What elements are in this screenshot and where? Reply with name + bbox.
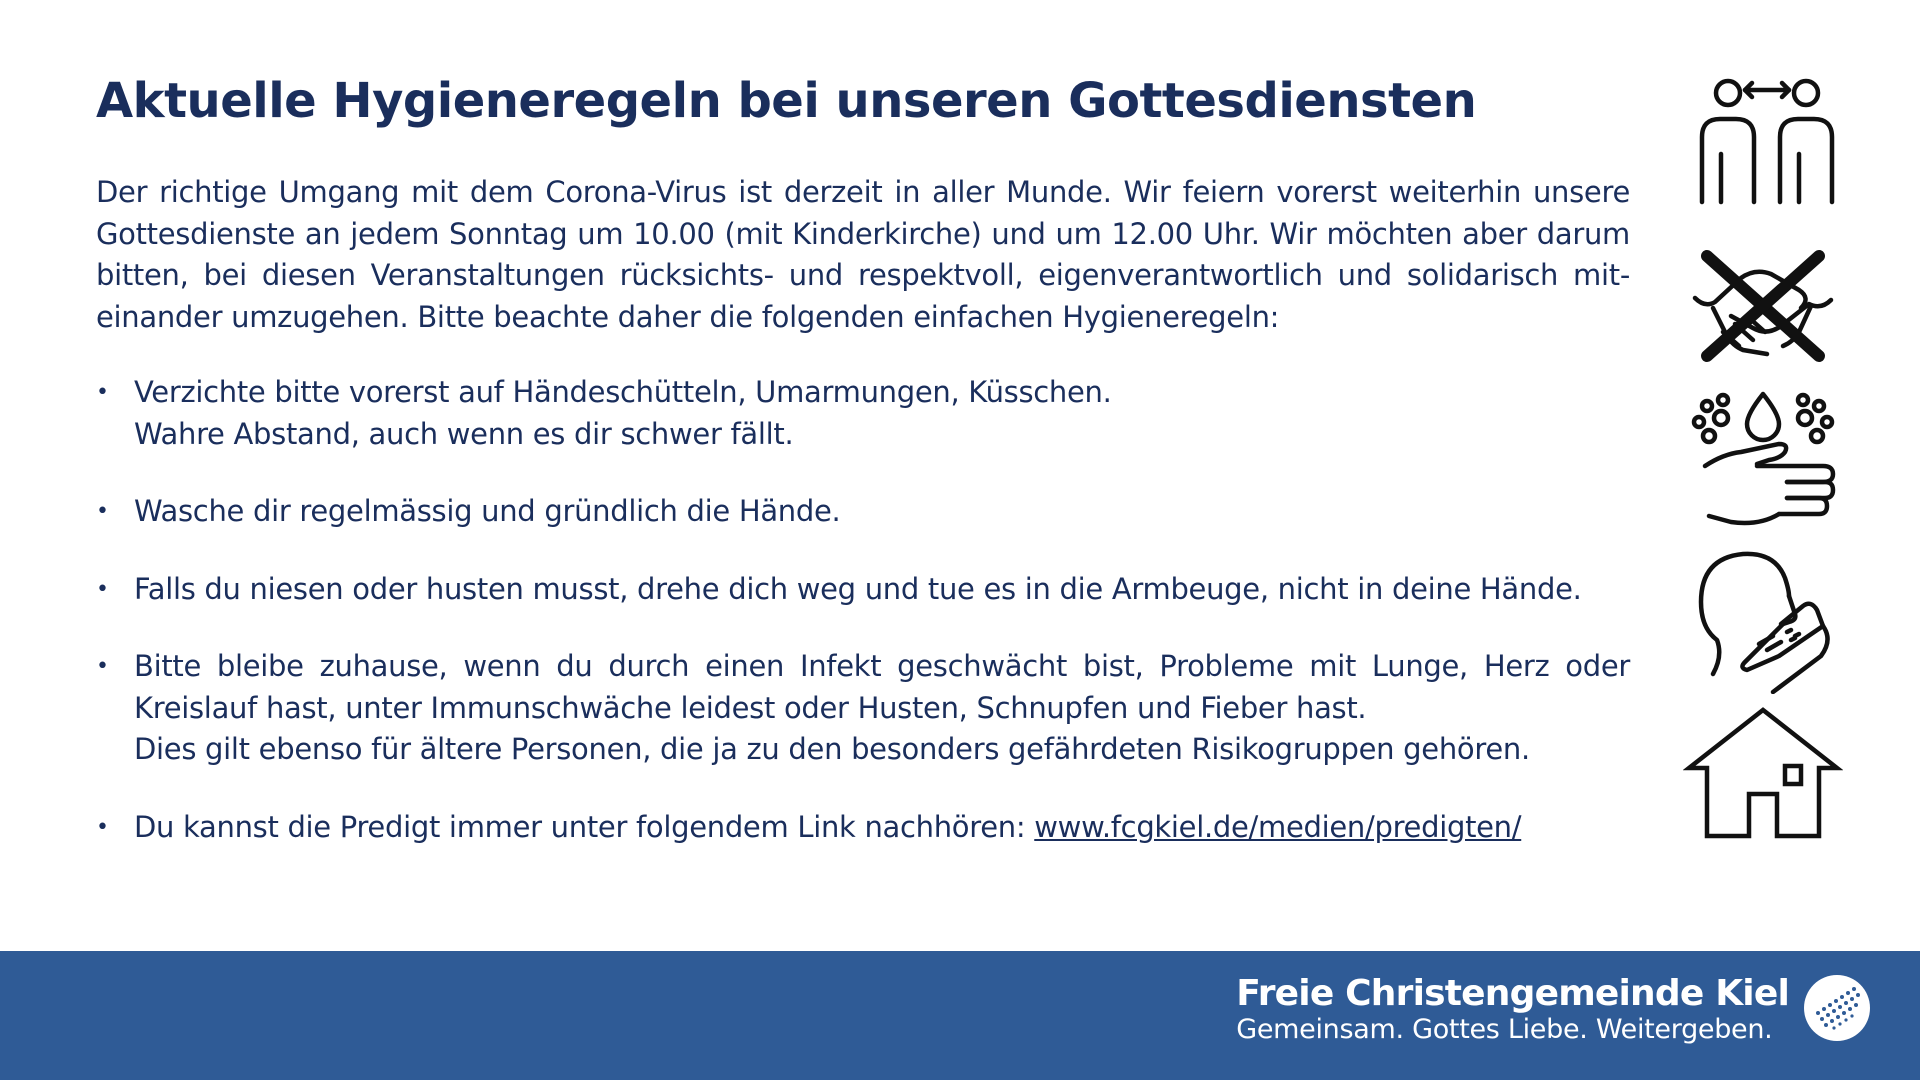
bullet: • bbox=[96, 380, 109, 406]
rule-line: Falls du niesen oder husten musst, drehe dich weg und tue es in die Armbeuge, nicht in deine Hände. bbox=[134, 571, 1582, 606]
bullet: • bbox=[96, 654, 109, 680]
bullet: • bbox=[96, 814, 109, 840]
brand-block bbox=[1236, 973, 1789, 1045]
rule-line: Bitte bleibe zuhause, wenn du durch einen Infekt geschwächt bist, Probleme mit Lunge, Herz oder Kreislauf hast, unter Immunschwäche leidest oder Husten, Schnupfen und Fieber hast. bbox=[134, 649, 1630, 725]
rule-item-sneeze bbox=[96, 569, 1630, 611]
rule-item-wash-hands bbox=[96, 491, 1630, 533]
brand-name: Freie Christengemeinde Kiel bbox=[1236, 973, 1789, 1014]
church-logo-icon bbox=[1804, 975, 1870, 1041]
main-content bbox=[96, 70, 1630, 884]
stay-home-icon bbox=[1683, 702, 1843, 852]
bullet: • bbox=[96, 576, 109, 602]
bullet: • bbox=[96, 499, 109, 525]
brand-tagline: Gemeinsam. Gottes Liebe. Weitergeben. bbox=[1236, 1014, 1773, 1046]
distance-icon bbox=[1683, 70, 1843, 220]
rule-line: Wahre Abstand, auch wenn es dir schwer fällt. bbox=[134, 416, 794, 451]
cough-into-elbow-icon bbox=[1683, 544, 1843, 694]
intro-paragraph: Der richtige Umgang mit dem Corona-Virus ist derzeit in aller Munde. Wir feiern vorerst weiterhin unsere Gottesdienste an jedem Sonntag um 10.00 (mit Kinderkirche) und um 12.00 Uhr. Wir möchten aber darum bitten, bei diesen Veranstaltungen rücksichts- und respektvoll, eigenverantwortlich und solidarisch mit-einander umzugehen. Bitte beachte daher die folgenden einfachen Hygieneregeln: bbox=[96, 175, 1630, 334]
rules-list bbox=[96, 372, 1630, 848]
footer-bar bbox=[0, 951, 1920, 1080]
rule-line: Dies gilt ebenso für ältere Personen, die ja zu den besonders gefährdeten Risikogruppen gehören. bbox=[134, 732, 1530, 767]
page-title: Aktuelle Hygieneregeln bei unseren Gottesdiensten bbox=[96, 73, 1477, 129]
icon-column bbox=[1683, 70, 1843, 860]
hand-washing-icon bbox=[1683, 386, 1843, 536]
rule-line: Wasche dir regelmässig und gründlich die Hände. bbox=[134, 494, 841, 529]
rule-item-stay-home bbox=[96, 646, 1630, 771]
rule-line: Verzichte bitte vorerst auf Händeschütteln, Umarmungen, Küsschen. bbox=[134, 375, 1112, 410]
rule-item-greeting bbox=[96, 372, 1630, 455]
no-handshake-icon bbox=[1683, 228, 1843, 378]
predigten-link[interactable]: www.fcgkiel.de/medien/predigten/ bbox=[1034, 809, 1522, 844]
rule-item-predigt bbox=[96, 807, 1630, 849]
predigt-text: Du kannst die Predigt immer unter folgendem Link nachhören: bbox=[134, 809, 1035, 844]
